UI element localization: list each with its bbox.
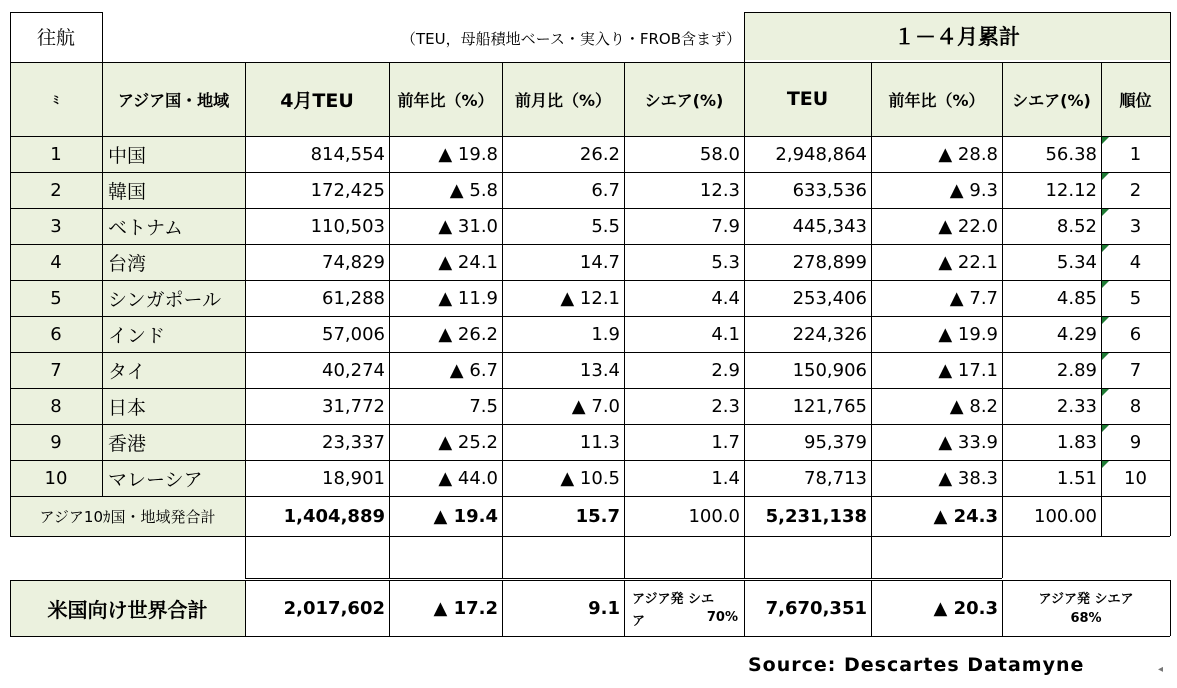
cell-rank: 10 [1124, 467, 1147, 489]
grid-line [245, 496, 246, 536]
cell-cum-yoy: ▲ 19.9 [938, 323, 998, 345]
grid-line [502, 536, 503, 578]
grid-line [102, 62, 103, 496]
cell-no: 3 [10, 208, 102, 244]
cell-yoy: 7.5 [469, 395, 498, 417]
cell-rank: 7 [1129, 359, 1142, 381]
total-label: 米国向け世界合計 [10, 580, 245, 636]
cell-mom: 14.7 [579, 251, 620, 273]
cell-cum-teu: 2,948,864 [775, 143, 867, 165]
hdr-cum-share: シエア(%) [1002, 62, 1101, 136]
cell-mom: 1.9 [591, 323, 620, 345]
cell-yoy: ▲ 6.7 [449, 359, 498, 381]
cell-cum-share: 2.33 [1056, 395, 1097, 417]
grid-line [744, 12, 1170, 13]
cell-rank: 6 [1129, 323, 1142, 345]
subtotal-share: 100.0 [688, 505, 740, 527]
cell-yoy: ▲ 5.8 [449, 179, 498, 201]
subtotal-cum-teu: 5,231,138 [765, 505, 867, 527]
cell-teu: 31,772 [322, 395, 385, 417]
grid-line [1101, 62, 1102, 496]
grid-line [10, 496, 11, 536]
grid-line [389, 580, 390, 636]
unit-note: （TEU，母船積地ベース・実入り・FROB含まず） [400, 29, 741, 48]
hdr-mom: 前月比（%） [502, 62, 624, 136]
grid-line [10, 636, 1170, 637]
grid-line [624, 536, 625, 578]
cell-region: マレーシア [102, 460, 245, 496]
cell-yoy: ▲ 24.1 [438, 251, 498, 273]
cell-no: 9 [10, 424, 102, 460]
grid-line [1002, 62, 1003, 496]
grid-line [10, 12, 11, 62]
cell-cum-share: 4.85 [1056, 287, 1097, 309]
cell-teu: 61,288 [322, 287, 385, 309]
period-title: １－４月累計 [744, 12, 1170, 60]
cell-cum-yoy: ▲ 8.2 [949, 395, 998, 417]
grid-line [245, 578, 1002, 579]
cell-teu: 110,503 [310, 215, 385, 237]
cell-share: 12.3 [699, 179, 740, 201]
comment-marker-icon [1102, 461, 1109, 468]
total-cum-teu: 7,670,351 [765, 597, 867, 619]
cell-region: 台湾 [102, 244, 245, 280]
cell-mom: ▲ 10.5 [560, 467, 620, 489]
cell-teu: 18,901 [322, 467, 385, 489]
cell-mom: 13.4 [579, 359, 620, 381]
cell-cum-share: 5.34 [1056, 251, 1097, 273]
subtotal-mom: 15.7 [575, 505, 620, 527]
grid-line [10, 280, 1170, 281]
cell-share: 5.3 [711, 251, 740, 273]
cell-region: 香港 [102, 424, 245, 460]
cell-share: 7.9 [711, 215, 740, 237]
cell-region: シンガポール [102, 280, 245, 316]
cell-mom: 6.7 [591, 179, 620, 201]
grid-line [10, 580, 11, 636]
cell-mom: ▲ 7.0 [571, 395, 620, 417]
grid-line [1170, 496, 1171, 536]
cell-cum-teu: 633,536 [792, 179, 867, 201]
cell-mom: ▲ 12.1 [560, 287, 620, 309]
cell-no: 7 [10, 352, 102, 388]
grid-line [1170, 12, 1171, 62]
scroll-arrow-icon: ◂ [1158, 664, 1164, 675]
cell-rank: 2 [1129, 179, 1142, 201]
comment-marker-icon [1102, 281, 1109, 288]
cell-cum-yoy: ▲ 17.1 [938, 359, 998, 381]
total-teu: 2,017,602 [283, 597, 385, 619]
grid-line [10, 496, 1170, 497]
grid-line [871, 536, 872, 578]
total-cum-yoy: ▲ 20.3 [933, 597, 998, 619]
cell-mom: 5.5 [591, 215, 620, 237]
cell-rank: 4 [1129, 251, 1142, 273]
cell-teu: 57,006 [322, 323, 385, 345]
cell-region: 韓国 [102, 172, 245, 208]
cell-mom: 26.2 [579, 143, 620, 165]
cell-cum-share: 8.52 [1056, 215, 1097, 237]
total-share-note-a: アジア発 シエ [632, 592, 715, 607]
cell-teu: 23,337 [322, 431, 385, 453]
grid-line [10, 580, 1170, 581]
grid-line [871, 580, 872, 636]
grid-line [389, 62, 390, 496]
cell-teu: 172,425 [310, 179, 385, 201]
grid-line [10, 536, 1170, 537]
cell-cum-teu: 253,406 [792, 287, 867, 309]
cell-cum-yoy: ▲ 28.8 [938, 143, 998, 165]
grid-line [871, 62, 872, 496]
cell-cum-share: 1.83 [1056, 431, 1097, 453]
cell-cum-teu: 224,326 [792, 323, 867, 345]
cell-yoy: ▲ 11.9 [438, 287, 498, 309]
cell-no: 8 [10, 388, 102, 424]
cell-cum-share: 4.29 [1056, 323, 1097, 345]
cell-share: 2.3 [711, 395, 740, 417]
grid-line [502, 580, 503, 636]
cell-share: 2.9 [711, 359, 740, 381]
comment-marker-icon [1102, 389, 1109, 396]
source-note: Source: Descartes Datamyne [748, 654, 1085, 676]
grid-line [624, 580, 625, 636]
cell-yoy: ▲ 31.0 [438, 215, 498, 237]
cell-cum-teu: 121,765 [792, 395, 867, 417]
grid-line [744, 536, 745, 578]
subtotal-label: アジア10ｶ国・地域発合計 [10, 496, 245, 536]
cell-cum-yoy: ▲ 22.1 [938, 251, 998, 273]
grid-line [744, 580, 745, 636]
grid-line [1002, 536, 1003, 578]
cell-cum-share: 1.51 [1056, 467, 1097, 489]
cell-region: 中国 [102, 136, 245, 172]
grid-line [10, 316, 1170, 317]
comment-marker-icon [1102, 353, 1109, 360]
grid-line [10, 424, 1170, 425]
grid-line [10, 172, 1170, 173]
grid-line [10, 62, 11, 496]
total-cum-share-b: 68% [1070, 611, 1102, 626]
cell-cum-teu: 445,343 [792, 215, 867, 237]
cell-rank: 9 [1129, 431, 1142, 453]
cell-no: 1 [10, 136, 102, 172]
subtotal-teu: 1,404,889 [283, 505, 385, 527]
cell-yoy: ▲ 44.0 [438, 467, 498, 489]
grid-line [10, 208, 1170, 209]
cell-rank: 1 [1129, 143, 1142, 165]
hdr-cum-yoy: 前年比（%） [871, 62, 1002, 136]
comment-marker-icon [1102, 317, 1109, 324]
grid-line [624, 496, 625, 536]
hdr-teu: 4月TEU [245, 62, 389, 136]
cell-cum-yoy: ▲ 38.3 [938, 467, 998, 489]
cell-yoy: ▲ 25.2 [438, 431, 498, 453]
cell-teu: 74,829 [322, 251, 385, 273]
cell-share: 1.4 [711, 467, 740, 489]
comment-marker-icon [1102, 209, 1109, 216]
cell-cum-teu: 150,906 [792, 359, 867, 381]
cell-teu: 814,554 [310, 143, 385, 165]
hdr-no: ﾐ [10, 62, 102, 136]
grid-line [245, 62, 246, 496]
grid-line [744, 496, 745, 536]
grid-line [1101, 496, 1102, 536]
direction-label: 往航 [36, 26, 75, 49]
comment-marker-icon [1102, 245, 1109, 252]
cell-no: 6 [10, 316, 102, 352]
cell-share: 4.1 [711, 323, 740, 345]
grid-line [10, 460, 1170, 461]
grid-line [389, 536, 390, 578]
grid-line [744, 62, 745, 496]
cell-cum-teu: 95,379 [804, 431, 867, 453]
total-share-note-b: ア [632, 614, 646, 629]
grid-line [624, 62, 625, 496]
comment-marker-icon [1102, 173, 1109, 180]
subtotal-cum-share: 100.00 [1034, 505, 1097, 527]
grid-line [389, 496, 390, 536]
total-share-note [624, 580, 744, 636]
cell-no: 2 [10, 172, 102, 208]
cell-mom: 11.3 [579, 431, 620, 453]
cell-no: 5 [10, 280, 102, 316]
cell-share: 58.0 [699, 143, 740, 165]
grid-line [1170, 62, 1171, 496]
grid-line [1002, 496, 1003, 536]
cell-region: 日本 [102, 388, 245, 424]
cell-cum-yoy: ▲ 7.7 [949, 287, 998, 309]
cell-no: 10 [10, 460, 102, 496]
cell-rank: 3 [1129, 215, 1142, 237]
grid-line [10, 352, 1170, 353]
hdr-rank: 順位 [1101, 62, 1170, 136]
cell-rank: 8 [1129, 395, 1142, 417]
hdr-yoy: 前年比（%） [389, 62, 502, 136]
grid-line [744, 12, 745, 62]
total-yoy: ▲ 17.2 [433, 597, 498, 619]
cell-cum-yoy: ▲ 22.0 [938, 215, 998, 237]
grid-line [502, 496, 503, 536]
subtotal-cum-yoy: ▲ 24.3 [933, 505, 998, 527]
cell-region: インド [102, 316, 245, 352]
grid-line [245, 536, 246, 578]
cell-cum-teu: 78,713 [804, 467, 867, 489]
cell-teu: 40,274 [322, 359, 385, 381]
cell-region: ベトナム [102, 208, 245, 244]
grid-line [502, 62, 503, 496]
grid-line [871, 496, 872, 536]
cell-yoy: ▲ 19.8 [438, 143, 498, 165]
hdr-share: シエア(%) [624, 62, 744, 136]
cell-no: 4 [10, 244, 102, 280]
cell-yoy: ▲ 26.2 [438, 323, 498, 345]
cell-cum-share: 12.12 [1045, 179, 1097, 201]
grid-line [10, 62, 1170, 63]
hdr-region: アジア国・地域 [102, 62, 245, 136]
grid-line [102, 12, 103, 62]
total-share-note-pct: 70% [706, 610, 738, 625]
grid-line [10, 244, 1170, 245]
cell-share: 1.7 [711, 431, 740, 453]
cell-cum-yoy: ▲ 9.3 [949, 179, 998, 201]
comment-marker-icon [1102, 137, 1109, 144]
grid-line [1170, 580, 1171, 636]
cell-region: タイ [102, 352, 245, 388]
cell-cum-teu: 278,899 [792, 251, 867, 273]
grid-line [10, 388, 1170, 389]
total-mom: 9.1 [588, 597, 620, 619]
cell-cum-yoy: ▲ 33.9 [938, 431, 998, 453]
hdr-cum-teu: TEU [744, 62, 871, 136]
grid-line [10, 12, 102, 13]
grid-line [10, 136, 1170, 137]
cell-cum-share: 56.38 [1045, 143, 1097, 165]
grid-line [1002, 580, 1003, 636]
subtotal-yoy: ▲ 19.4 [433, 505, 498, 527]
total-cum-share-a: アジア発 シエア [1038, 592, 1134, 607]
cell-cum-share: 2.89 [1056, 359, 1097, 381]
grid-line [245, 580, 246, 636]
total-cum-share [1002, 580, 1170, 636]
comment-marker-icon [1102, 425, 1109, 432]
cell-rank: 5 [1129, 287, 1142, 309]
cell-share: 4.4 [711, 287, 740, 309]
